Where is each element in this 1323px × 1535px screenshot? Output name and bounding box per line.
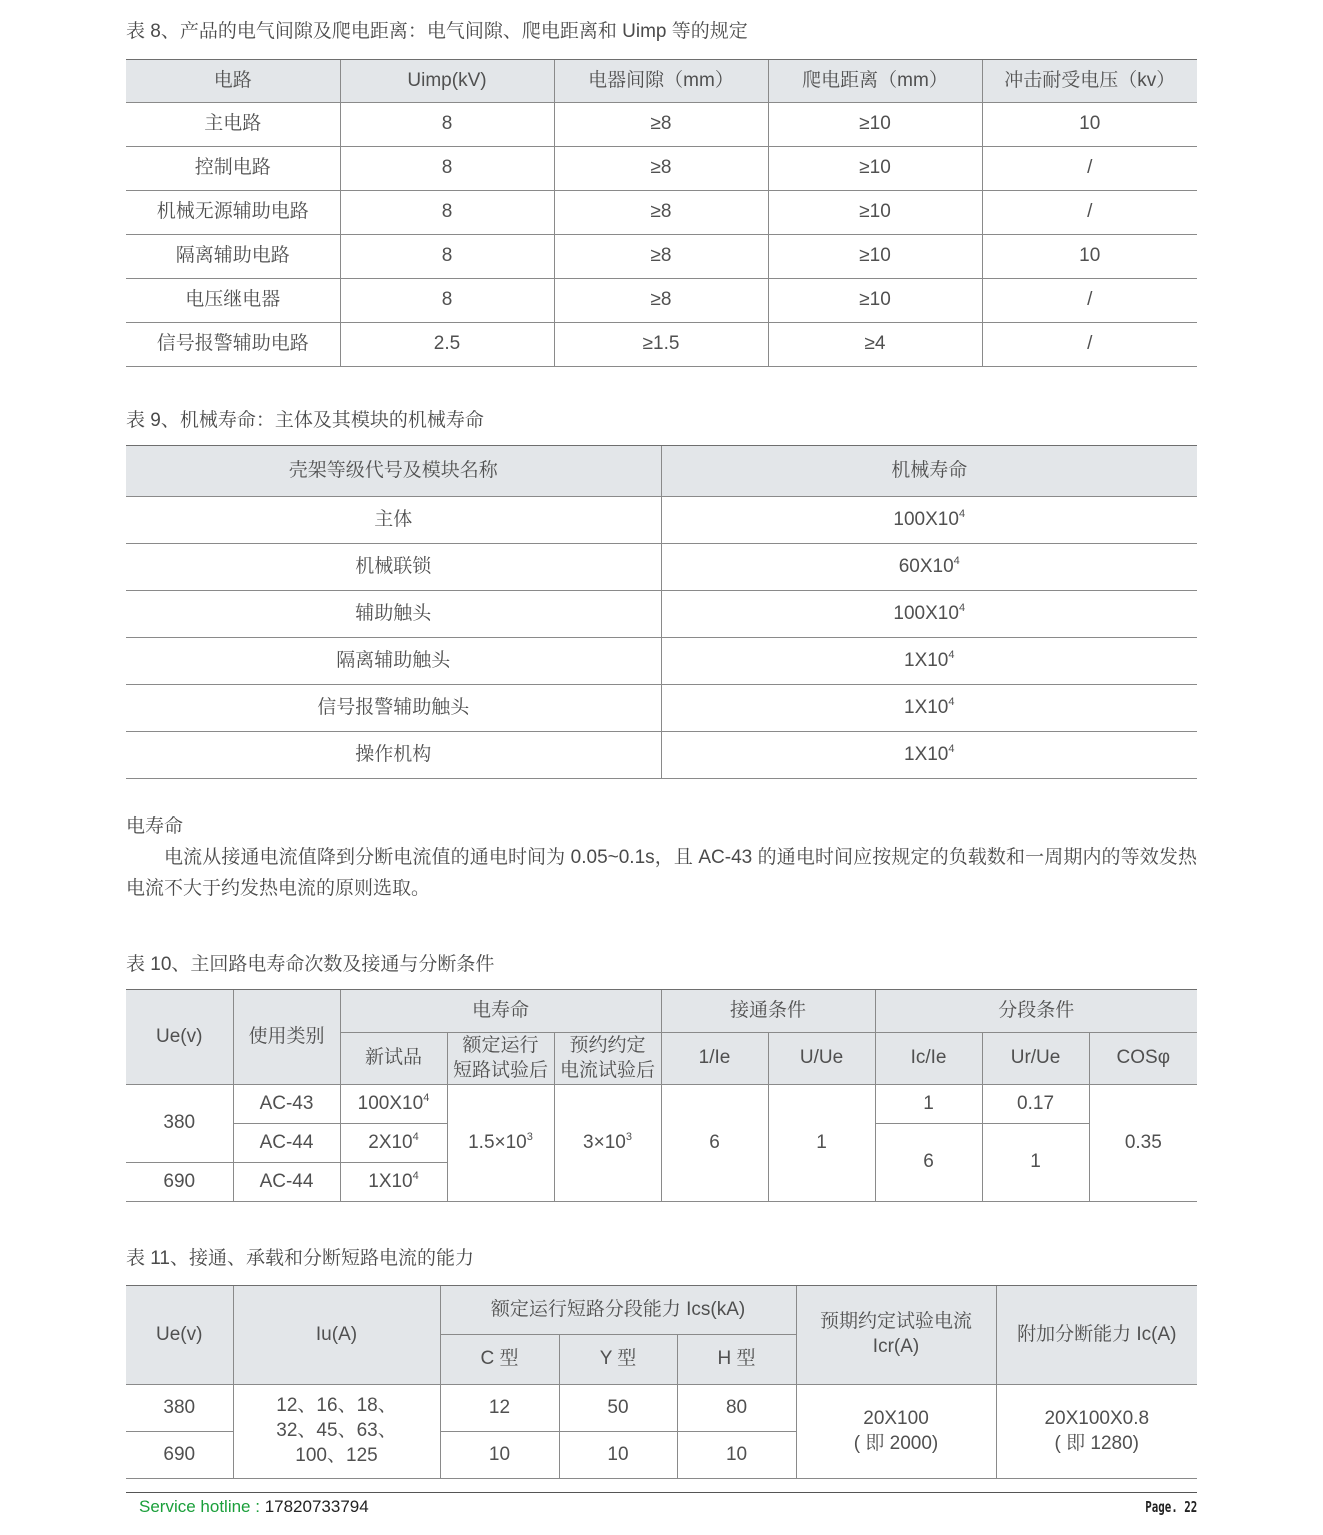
table-row: [126, 497, 1197, 544]
table-cell: 1: [768, 1085, 875, 1202]
header-line: 短路试验后: [452, 1059, 548, 1081]
table-cell: /: [982, 323, 1197, 367]
table-cell: 50: [559, 1385, 677, 1432]
table9: [126, 445, 1197, 779]
table10-header-uue: U/Ue: [768, 1033, 875, 1085]
table-cell: [661, 685, 1197, 732]
value-exponent: 4: [948, 742, 955, 755]
value-base: 3×10: [583, 1131, 626, 1153]
table8-header-cell: 电路: [126, 60, 340, 103]
table-cell: 机械无源辅助电路: [126, 191, 340, 235]
table-cell: 8: [340, 103, 554, 147]
hotline-label: Service hotline :: [139, 1497, 265, 1516]
table-cell: [447, 1085, 554, 1202]
iu-line: 32、45、63、: [276, 1420, 397, 1442]
table10-header-row: [126, 990, 1197, 1033]
table-cell: 操作机构: [126, 732, 661, 779]
table-cell: ≥8: [554, 147, 768, 191]
table-cell: 10: [440, 1432, 559, 1479]
table8-header-cell: Uimp(kV): [340, 60, 554, 103]
table-cell: 10: [677, 1432, 796, 1479]
table11-header-y: Y 型: [559, 1335, 677, 1385]
table-cell: 0.17: [982, 1085, 1089, 1124]
table-row: [126, 732, 1197, 779]
table10-header-ile: 1/Ie: [661, 1033, 768, 1085]
table-cell: 2.5: [340, 323, 554, 367]
table-cell: ≥10: [768, 103, 982, 147]
value-exponent: 3: [526, 1130, 533, 1143]
table-cell: 主电路: [126, 103, 340, 147]
table-cell: ≥10: [768, 235, 982, 279]
table10-header-new: 新试品: [340, 1033, 447, 1085]
table-cell: [340, 1124, 447, 1163]
table-cell: [661, 638, 1197, 685]
value-exponent: 4: [958, 507, 966, 520]
table-cell: /: [982, 147, 1197, 191]
table-cell: 80: [677, 1385, 796, 1432]
table-cell: ≥10: [768, 147, 982, 191]
table-cell: 6: [661, 1085, 768, 1202]
table10-header-break: 分段条件: [875, 990, 1197, 1033]
header-line: 额定运行: [462, 1034, 539, 1056]
value-exponent: 4: [948, 648, 955, 661]
table11-header-ue: Ue(v): [126, 1286, 233, 1385]
table-cell: ≥4: [768, 323, 982, 367]
table8-header-cell: 电器间隙（mm）: [554, 60, 768, 103]
table9-header-cell: 机械寿命: [661, 446, 1197, 497]
table-cell: 12: [440, 1385, 559, 1432]
table-cell: 8: [340, 279, 554, 323]
value-base: 1X10: [904, 649, 949, 671]
table-cell: 主体: [126, 497, 661, 544]
electrical-life-paragraph: 电流从接通电流值降到分断电流值的通电时间为 0.05~0.1s，且 AC-43 的通电时间应按规定的负载数和一周期内的等效发热电流不大于约发热电流的原则选取。: [126, 847, 1197, 899]
table-cell: 电压继电器: [126, 279, 340, 323]
table-cell: 8: [340, 147, 554, 191]
header-line: Icr(A): [872, 1336, 920, 1357]
table11-header-c: C 型: [440, 1335, 559, 1385]
page-number: Page. 22: [1144, 1498, 1197, 1516]
table11-header-row: [126, 1286, 1197, 1335]
value-exponent: 4: [953, 554, 960, 567]
table-cell: 1: [982, 1124, 1089, 1202]
table10-header-rated: [447, 1033, 554, 1085]
value-exponent: 4: [412, 1130, 419, 1143]
value-line: ( 即 1280): [1054, 1432, 1139, 1454]
table11-header-ics: 额定运行短路分段能力 Ics(kA): [440, 1286, 796, 1335]
value-exponent: 3: [625, 1130, 632, 1143]
table-cell: 信号报警辅助电路: [126, 323, 340, 367]
value-line: ( 即 2000): [853, 1432, 939, 1454]
table-cell: 隔离辅助触头: [126, 638, 661, 685]
table-cell: ≥8: [554, 191, 768, 235]
table10-header-life: 电寿命: [340, 990, 661, 1033]
footer-divider: [126, 1492, 1197, 1493]
table-row: [126, 147, 1197, 191]
table-row: [126, 323, 1197, 367]
iu-line: 100、125: [295, 1444, 378, 1466]
table-cell: ≥8: [554, 235, 768, 279]
table10: [126, 989, 1197, 1202]
table-cell: [340, 1085, 447, 1124]
table-cell: AC-44: [233, 1163, 340, 1202]
table8-header-row: [126, 60, 1197, 103]
value-exponent: 4: [958, 601, 966, 614]
table-cell: 10: [982, 235, 1197, 279]
value-line: 20X100X0.8: [1044, 1407, 1150, 1429]
table-cell: 690: [126, 1163, 233, 1202]
value-base: 60X10: [898, 555, 954, 577]
table-cell: 380: [126, 1385, 233, 1432]
table-cell: 8: [340, 191, 554, 235]
table-cell: 10: [982, 103, 1197, 147]
table-cell: /: [982, 191, 1197, 235]
table10-header-icie: Ic/Ie: [875, 1033, 982, 1085]
value-base: 1X10: [368, 1170, 413, 1192]
value-exponent: 4: [423, 1091, 430, 1104]
table-row: [126, 685, 1197, 732]
table9-header-row: [126, 446, 1197, 497]
table10-header-make: 接通条件: [661, 990, 875, 1033]
table-cell: [996, 1385, 1197, 1479]
table-row: [126, 544, 1197, 591]
table-cell: [661, 732, 1197, 779]
table8-header-cell: 爬电距离（mm）: [768, 60, 982, 103]
table-row: [126, 638, 1197, 685]
table-row: [126, 103, 1197, 147]
table-row: [126, 191, 1197, 235]
table10-header-category: 使用类别: [233, 990, 340, 1085]
table-cell: 10: [559, 1432, 677, 1479]
table-cell: [661, 591, 1197, 638]
value-base: 1.5×10: [468, 1131, 527, 1153]
electrical-life-heading: 电寿命: [126, 816, 184, 837]
table11-header-iu: Iu(A): [233, 1286, 440, 1385]
table-row: [126, 235, 1197, 279]
table-cell: 380: [126, 1085, 233, 1163]
table-cell: ≥10: [768, 279, 982, 323]
table-cell: AC-44: [233, 1124, 340, 1163]
value-base: 1X10: [904, 743, 949, 765]
table11-header-icr: [796, 1286, 996, 1385]
table-cell: 690: [126, 1432, 233, 1479]
table8-caption: 表 8、产品的电气间隙及爬电距离：电气间隙、爬电距离和 Uimp 等的规定: [126, 21, 748, 42]
table-cell: 辅助触头: [126, 591, 661, 638]
table11: [126, 1285, 1197, 1479]
table8-header-cell: 冲击耐受电压（kv）: [982, 60, 1197, 103]
table11-header-h: H 型: [677, 1335, 796, 1385]
header-line: 预期约定试验电流: [820, 1311, 973, 1333]
table10-header-agreed: [554, 1033, 661, 1085]
table-row: [126, 1085, 1197, 1124]
table-cell: /: [982, 279, 1197, 323]
table-cell: [661, 497, 1197, 544]
hotline-number: 17820733794: [264, 1497, 369, 1516]
table-cell: ≥8: [554, 279, 768, 323]
value-base: 1X10: [904, 696, 949, 718]
table-cell: [796, 1385, 996, 1479]
table-cell: 8: [340, 235, 554, 279]
value-line: 20X100: [863, 1407, 929, 1429]
table10-caption: 表 10、主回路电寿命次数及接通与分断条件: [126, 954, 495, 975]
iu-line: 12、16、18、: [276, 1395, 397, 1417]
table-cell: 1: [875, 1085, 982, 1124]
table-row: [126, 279, 1197, 323]
table-cell: [340, 1163, 447, 1202]
service-hotline: [139, 1497, 369, 1517]
table10-header-ue: Ue(v): [126, 990, 233, 1085]
value-exponent: 4: [948, 695, 955, 708]
value-base: 100X10: [357, 1092, 424, 1114]
table-row: [126, 591, 1197, 638]
table10-header-urue: Ur/Ue: [982, 1033, 1089, 1085]
value-exponent: 4: [412, 1169, 419, 1182]
value-base: 100X10: [893, 602, 959, 624]
table-cell: ≥10: [768, 191, 982, 235]
table-row: [126, 1385, 1197, 1432]
table-cell: 机械联锁: [126, 544, 661, 591]
table-cell: [233, 1385, 440, 1479]
table-cell: 0.35: [1089, 1085, 1197, 1202]
header-line: 电流试验后: [560, 1059, 656, 1081]
value-base: 100X10: [893, 508, 959, 530]
table10-header-cos: COSφ: [1089, 1033, 1197, 1085]
table-cell: [661, 544, 1197, 591]
header-line: 预约约定: [569, 1034, 646, 1056]
table-cell: AC-43: [233, 1085, 340, 1124]
table-cell: 6: [875, 1124, 982, 1202]
table-cell: [554, 1085, 661, 1202]
table11-caption: 表 11、接通、承载和分断短路电流的能力: [126, 1248, 475, 1269]
table-cell: ≥1.5: [554, 323, 768, 367]
table-cell: 控制电路: [126, 147, 340, 191]
table11-header-ic: 附加分断能力 Ic(A): [996, 1286, 1197, 1385]
table8: [126, 59, 1197, 367]
table9-caption: 表 9、机械寿命：主体及其模块的机械寿命: [126, 410, 484, 431]
table-cell: 信号报警辅助触头: [126, 685, 661, 732]
table9-header-cell: 壳架等级代号及模块名称: [126, 446, 661, 497]
table-cell: 隔离辅助电路: [126, 235, 340, 279]
table-cell: ≥8: [554, 103, 768, 147]
value-base: 2X10: [368, 1131, 413, 1153]
